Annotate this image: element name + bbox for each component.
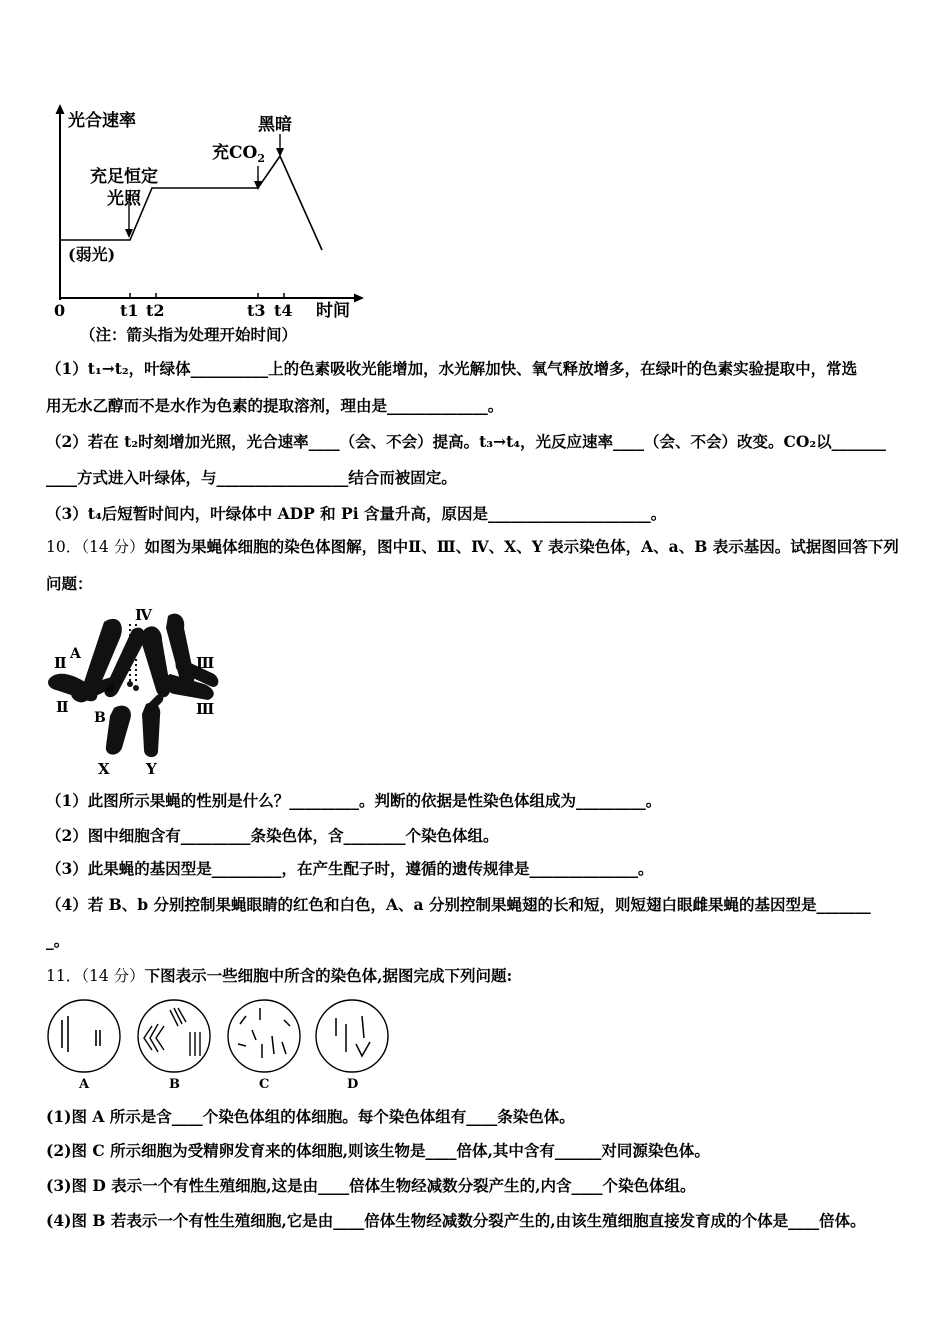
cell-D-chromosomes: [336, 1016, 370, 1056]
x-axis-arrow: [354, 294, 364, 303]
q10-part4-line1: （4）若 B、b 分别控制果蝇眼睛的红色和白色，A、a 分别控制果蝇翅的长和短，则短翅白眼雌果蝇的基因型是_______: [46, 895, 871, 914]
q11-part4: (4)图 B 若表示一个有性生殖细胞,它是由____倍体生物经减数分裂产生的,由该生殖细胞直接发育成的个体是____倍体。: [46, 1211, 866, 1230]
q10-part2: （2）图中细胞含有_________条染色体，含________个染色体组。: [46, 826, 499, 845]
label-II-top: Ⅱ: [54, 654, 67, 672]
chromosome-Y: [142, 703, 160, 757]
graph-note: （注：箭头指为处理开始时间）: [80, 325, 298, 344]
centromere-IV-left: [127, 681, 133, 687]
q9-part1-line2: 用无水乙醇而不是水作为色素的提取溶剂，理由是_____________。: [46, 396, 504, 415]
q9-part2-line2: ____方式进入叶绿体，与_________________结合而被固定。: [46, 468, 457, 487]
tick-label-t2: t2: [146, 301, 165, 320]
cell-A-chromosomes: [62, 1016, 100, 1052]
annot-dark: 黑暗: [258, 115, 292, 135]
cell-C: [228, 1000, 300, 1072]
label-Y: Y: [146, 760, 157, 778]
cell-B: [138, 1000, 210, 1072]
q11-number: 11．: [46, 967, 82, 985]
tick-label-t3: t3: [247, 301, 266, 320]
y-axis-label: 光合速率: [68, 111, 136, 131]
annot-light-line2: 光照: [107, 189, 141, 209]
tick-label-t1: t1: [120, 301, 139, 320]
annot-light-line1: 充足恒定: [90, 167, 158, 187]
cell-D-label: D: [347, 1077, 359, 1092]
chromosome-X: [106, 706, 131, 755]
tick-label-t4: t4: [274, 301, 293, 320]
q10-part3: （3）此果蝇的基因型是_________，在产生配子时，遵循的遗传规律是______________。: [46, 859, 654, 878]
annot-co2: 充$CO_2$: [212, 143, 265, 165]
centromere-IV-right: [133, 685, 139, 691]
fruitfly-chromosome-diagram: [44, 604, 224, 780]
label-gene-a: a: [106, 681, 115, 696]
photosynthesis-rate-graph: [40, 100, 380, 330]
q10-stem: 如图为果蝇体细胞的染色体图解，图中Ⅱ、Ⅲ、Ⅳ、X、Y 表示染色体，A、a、B 表示基因。试据图回答下列: [144, 537, 899, 556]
cell-C-label: C: [259, 1077, 270, 1092]
label-II-bottom: Ⅱ: [56, 698, 69, 716]
q10-score: （14 分）: [81, 538, 145, 556]
q11-stem: 下图表示一些细胞中所含的染色体,据图完成下列问题:: [144, 966, 513, 985]
origin-label: 0: [54, 301, 66, 320]
cell-B-label: B: [169, 1077, 180, 1092]
cell-C-chromosomes: [238, 1008, 290, 1058]
x-axis-label: 时间: [316, 301, 350, 321]
q9-part3: （3）t₄后短暂时间内，叶绿体中 ADP 和 Pi 含量升高，原因是_____________________。: [46, 504, 667, 523]
cell-B-chromosomes: [144, 1008, 200, 1056]
label-IV: Ⅳ: [135, 606, 153, 624]
q11-heading: [46, 965, 512, 987]
q10-number: 10．: [46, 538, 82, 556]
cell-A: [48, 1000, 120, 1072]
cell-chromosome-figures: [40, 996, 400, 1096]
cell-D: [316, 1000, 388, 1072]
cell-A-label: A: [79, 1077, 90, 1092]
q11-part3: (3)图 D 表示一个有性生殖细胞,这是由____倍体生物经减数分裂产生的,内含____个染色体组。: [46, 1176, 696, 1195]
q10-heading-line1: [46, 536, 899, 558]
q10-heading-line2: 问题：: [46, 574, 93, 593]
label-gene-A: A: [70, 646, 81, 662]
label-gene-B: B: [94, 710, 106, 726]
q9-part2-line1: （2）若在 t₂时刻增加光照，光合速率____（会、不会）提高。t₃→t₄，光反应速率____（会、不会）改变。CO₂以_______: [46, 432, 886, 451]
q10-part4-line2: _。: [46, 931, 70, 950]
q11-part2: (2)图 C 所示细胞为受精卵发育来的体细胞,则该生物是____倍体,其中含有______对同源染色体。: [46, 1141, 710, 1160]
q11-score: （14 分）: [81, 967, 145, 985]
q9-part1-line1: （1）t₁→t₂，叶绿体__________上的色素吸收光能增加，水光解加快、氧气释放增多，在绿叶的色素实验提取中，常选: [46, 359, 858, 378]
label-X: X: [98, 760, 110, 778]
y-axis-arrow: [56, 104, 65, 114]
q11-part1: (1)图 A 所示是含____个染色体组的体细胞。每个染色体组有____条染色体。: [46, 1107, 575, 1126]
q10-part1: （1）此图所示果蝇的性别是什么？_________。判断的依据是性染色体组成为_________。: [46, 791, 662, 810]
label-III-bottom: Ⅲ: [196, 700, 215, 718]
label-III-top: Ⅲ: [196, 654, 215, 672]
dark-arrow-head: [276, 148, 284, 157]
annot-weak-light: (弱光): [68, 245, 116, 264]
